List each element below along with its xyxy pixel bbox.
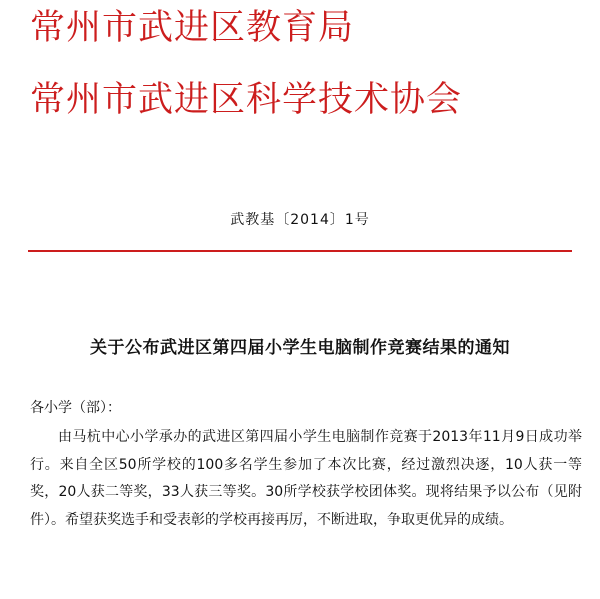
notice-body-paragraph: 由马杭中心小学承办的武进区第四届小学生电脑制作竞赛于2013年11月9日成功举行。来自全区50所学校的100多名学生参加了本次比赛，经过激烈决逐，10人获一等奖，20人获二等奖，33人获三等奖。30所学校获学校团体奖。现将结果予以公布（见附件）。希望获奖选手和受表彰的学校再接再厉，不断进取，争取更优异的成绩。 bbox=[30, 429, 582, 528]
notice-title: 关于公布武进区第四届小学生电脑制作竞赛结果的通知 bbox=[90, 338, 510, 358]
issuer-line-education-bureau: 常州市武进区教育局 bbox=[30, 8, 355, 48]
red-divider-line bbox=[28, 250, 572, 252]
document-number: 武教基〔2014〕1号 bbox=[230, 212, 370, 228]
issuer-line-science-association: 常州市武进区科学技术协会 bbox=[30, 80, 463, 120]
salutation: 各小学（部）： bbox=[30, 400, 121, 416]
